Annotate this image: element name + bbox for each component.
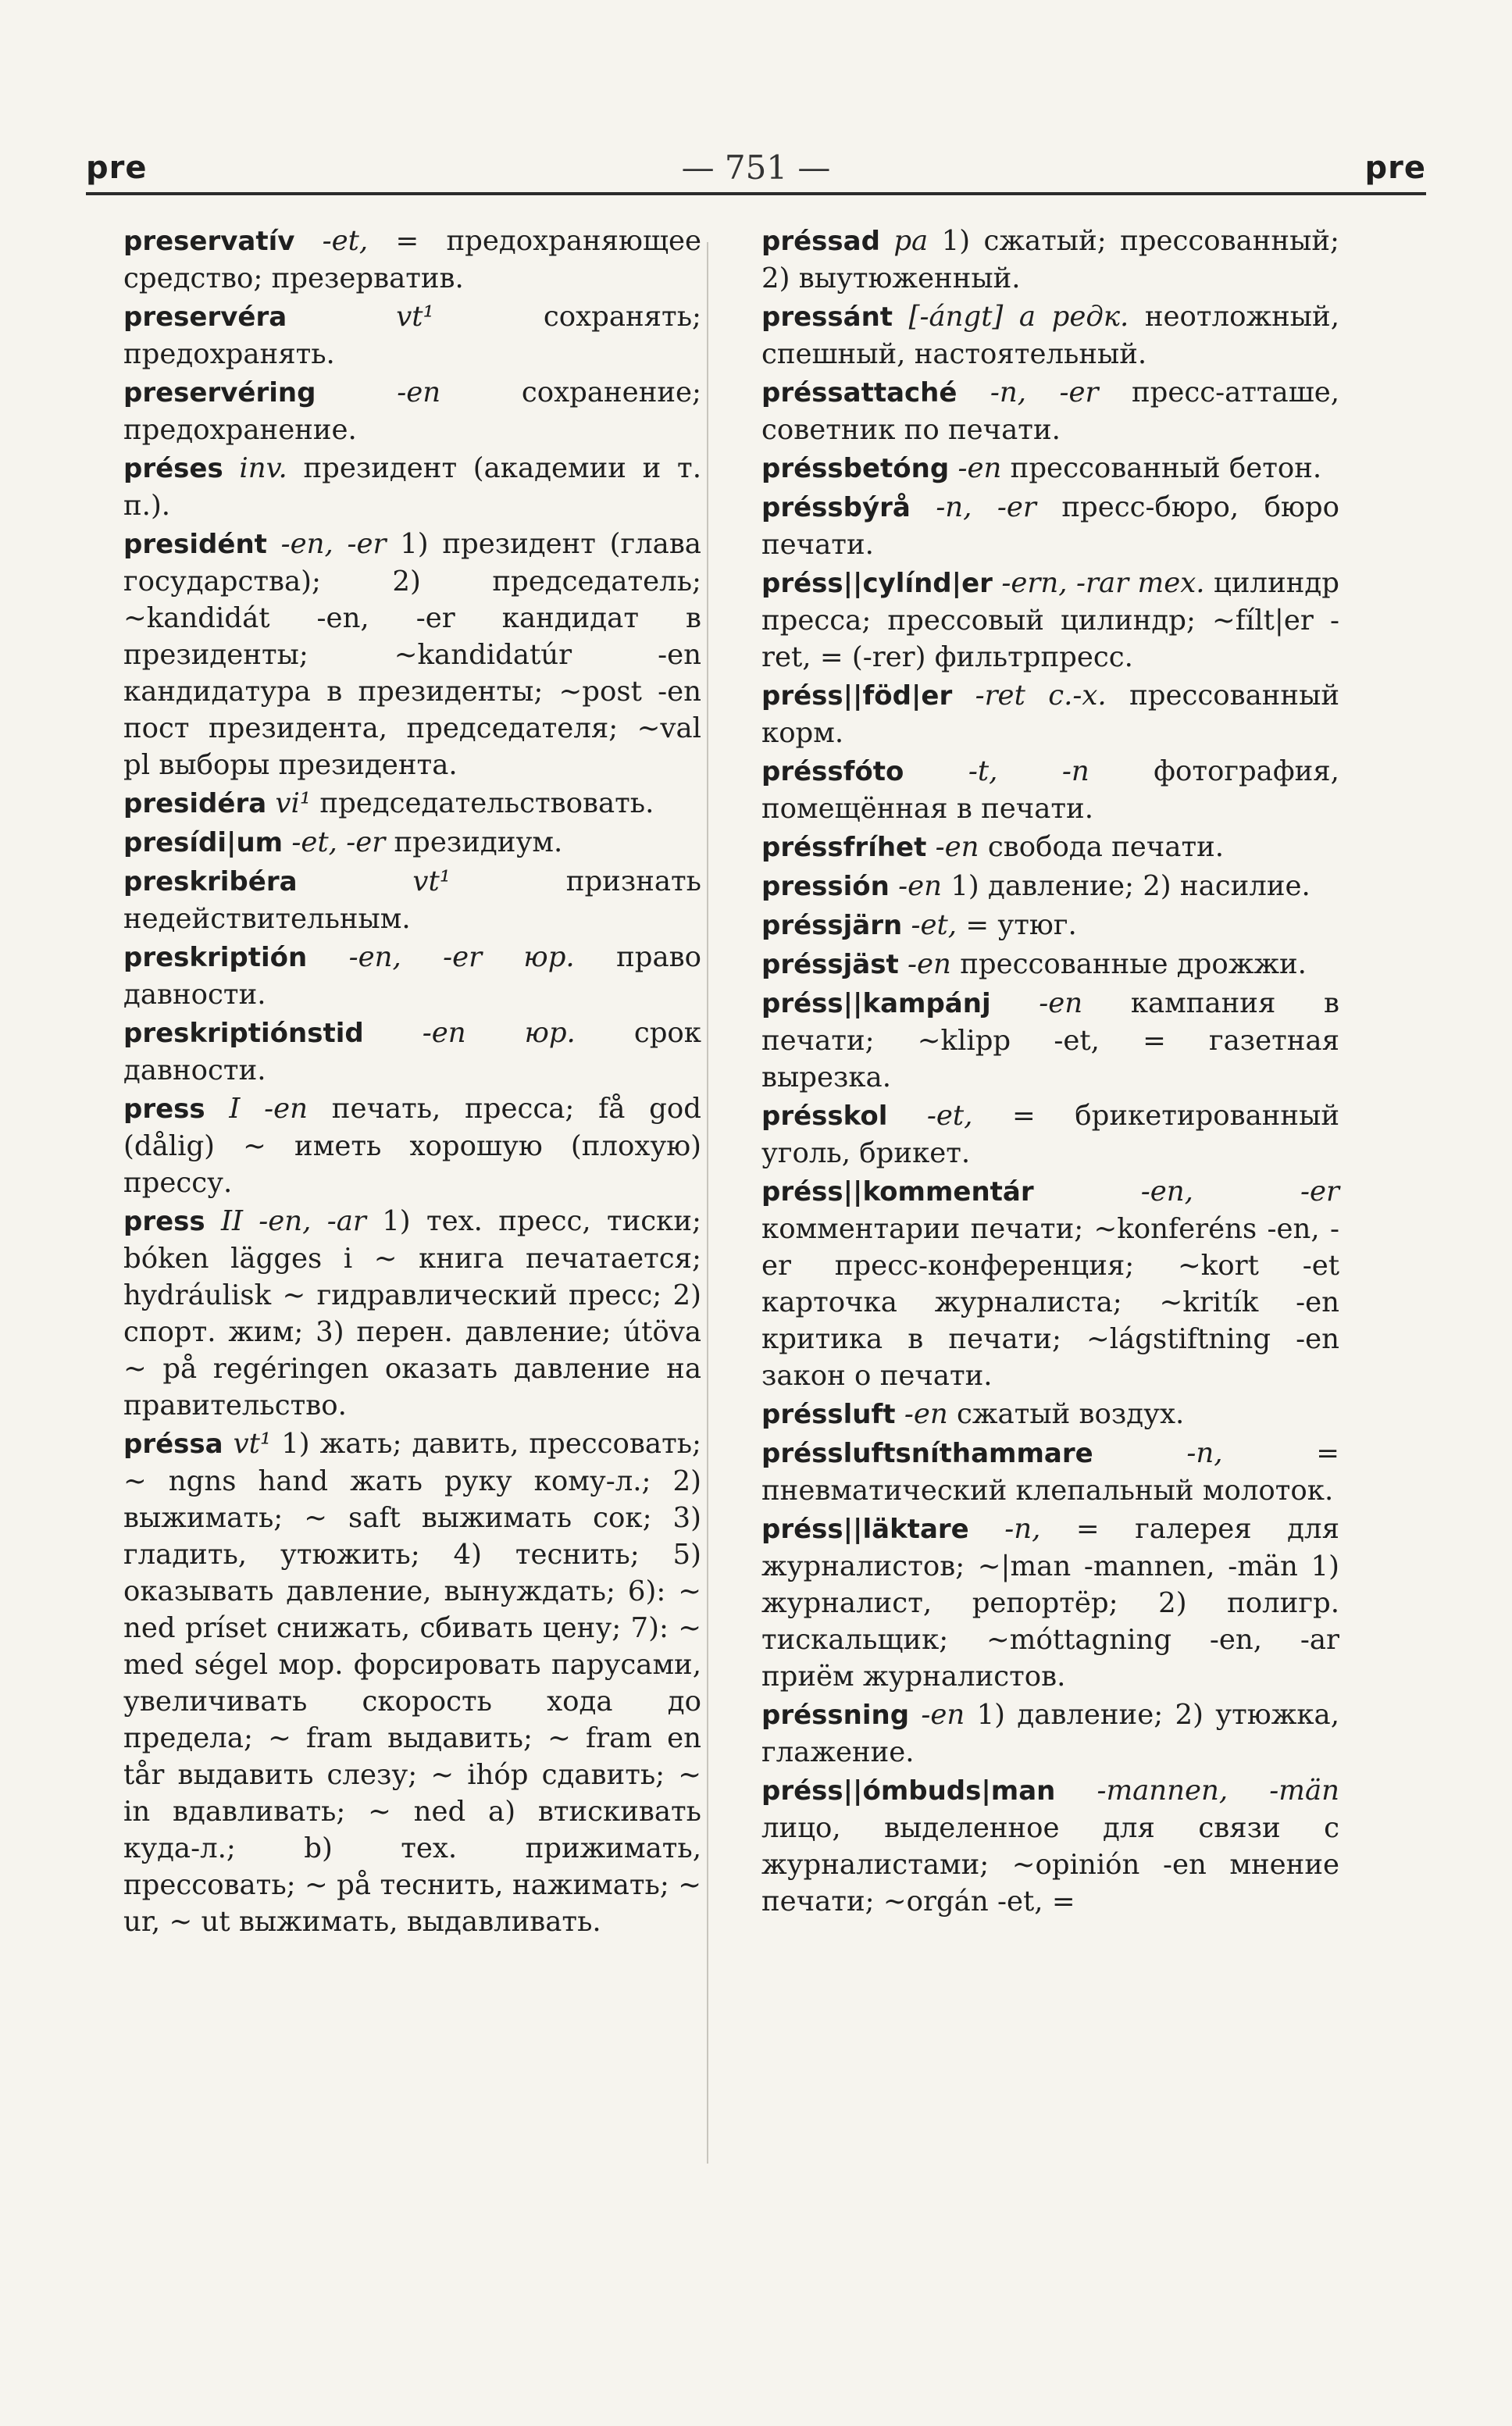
entry-grammar: -n, -er [936,491,1036,523]
entry-definition: сжатый воздух. [957,1398,1185,1430]
entry-grammar: -en [397,376,441,408]
entry-definition: пневматический клепальный молоток. [761,1475,1334,1507]
entry-headword: préss||föd|er [761,680,953,712]
entry-definition: прессованные дрожжи. [960,948,1307,980]
entry-definition: право давности. [123,941,701,1011]
entry-grammar: -n, = [1186,1437,1339,1469]
entry-grammar: I -en [229,1093,308,1125]
dictionary-entry [123,1090,701,1201]
dictionary-entry [123,824,701,862]
entry-headword: préssjärn [761,910,903,941]
dictionary-entry [761,946,1339,983]
entry-headword: presidéra [123,788,267,819]
right-guide-word: pre [1364,150,1426,186]
dictionary-entry [123,939,701,1013]
left-column [123,223,701,1942]
entry-headword: préss||läktare [761,1514,969,1545]
dictionary-entry [761,1173,1339,1394]
dictionary-entry [123,1203,701,1424]
dictionary-entry [123,374,701,448]
entry-grammar: -en [921,1699,965,1731]
dictionary-entry [123,863,701,937]
entry-grammar: -en [935,831,979,863]
entry-definition: пресс-бюро, бюро печати. [761,491,1339,561]
entry-headword: preservéring [123,377,316,408]
entry-definition: брикетированный уголь, брикет. [761,1100,1339,1169]
entry-headword: pressión [761,871,890,902]
entry-grammar: -en [904,1398,948,1430]
dictionary-entry [761,298,1339,373]
entry-headword: preskribéra [123,866,298,897]
entry-headword: préssluftsníthammare [761,1438,1093,1469]
entry-definition: утюг. [997,909,1077,941]
entry-headword: preservatív [123,226,295,257]
entry-definition: печать, пресса; få god (dålig) ~ иметь хорошую (плохую) прессу. [123,1093,701,1199]
entry-definition: прессованный бетон. [1010,452,1322,484]
entry-headword: pressánt [761,301,893,333]
left-guide-word: pre [86,150,148,186]
entry-headword: préss||kampánj [761,988,991,1019]
entry-headword: préssning [761,1700,910,1731]
entry-headword: préssbetóng [761,453,950,484]
entry-grammar: -en [908,948,951,980]
entry-grammar: -ern, -rar тех. [1001,567,1205,599]
entry-grammar: -en, -er юр. [348,941,575,973]
dictionary-entry [123,1425,701,1940]
dictionary-entry [761,450,1339,487]
dictionary-entry [761,677,1339,751]
entry-definition: свобода печати. [987,831,1225,863]
entry-definition: 1) сжатый; прессованный; 2) выутюженный. [761,225,1339,294]
dictionary-entry [761,223,1339,297]
dictionary-entry [761,829,1339,866]
entry-grammar: -n, -er [990,376,1099,408]
entry-definition: кампания в печати; ~klipp -et, = газетная вырезка. [761,987,1339,1093]
dictionary-entry [761,985,1339,1096]
dictionary-entry [123,223,701,297]
entry-definition: 1) тех. пресс, тиски; bóken lägges i ~ книга печатается; hydráulisk ~ гидравлический пресс; 2) спорт. жим; 3) перен. давление; útöva ~ på regéringen оказать давление на правительство. [123,1205,701,1422]
entry-grammar: inv. [239,452,287,484]
entry-grammar: -mannen, -män [1097,1775,1339,1807]
entry-definition: сохранять; предохранять. [123,301,701,370]
entry-grammar: vt¹ [412,865,451,897]
entry-definition: срок давности. [123,1017,701,1086]
right-column [761,223,1339,1921]
entry-definition: пресс-атташе, советник по печати. [761,376,1339,446]
running-head [86,133,1426,195]
entry-grammar: -et, = [926,1100,1036,1132]
entry-definition: предохраняющее средство; презерватив. [123,225,701,294]
dictionary-entry [761,374,1339,448]
entry-grammar: -en [1039,987,1083,1019]
header-rule [86,192,1426,195]
dictionary-entry [761,489,1339,563]
entry-headword: préssjäst [761,949,899,980]
dictionary-entry [761,1511,1339,1695]
entry-headword: press [123,1093,205,1125]
entry-grammar: -en, -er [280,528,387,560]
column-divider [707,242,708,2164]
entry-headword: présskol [761,1101,888,1132]
dictionary-entry [761,1435,1339,1509]
entry-grammar: vt¹ [233,1428,272,1460]
dictionary-entry [761,565,1339,676]
entry-definition: 1) давление; 2) утюжка, глажение. [761,1699,1339,1768]
entry-headword: preservéra [123,301,287,333]
entry-grammar: -et, = [911,909,990,941]
entry-grammar: II -en, -ar [220,1205,366,1237]
entry-definition: председательствовать. [319,787,654,819]
entry-definition: фотография, помещённая в печати. [761,755,1339,825]
entry-headword: préssfóto [761,756,904,787]
entry-definition: галерея для журналистов; ~|man -mannen, -män 1) журналист, репортёр; 2) полигр. тискальщик; ~móttagning -en, -ar приём журналистов. [761,1513,1339,1693]
entry-headword: préssbýrå [761,492,911,523]
entry-definition: прессованный корм. [761,680,1339,749]
entry-grammar: vt¹ [396,301,434,333]
entry-definition: комментарии печати; ~konferéns -en, -er пресс-конференция; ~kort -et карточка журналиста; ~kritík -en критика в печати; ~lágstiftning -en закон о печати. [761,1213,1339,1392]
dictionary-entry [761,1772,1339,1920]
entry-headword: préss||kommentár [761,1176,1034,1208]
entry-definition: президиум. [394,826,563,858]
dictionary-entry [123,1015,701,1089]
entry-grammar: -en юр. [422,1017,576,1049]
dictionary-entry [761,753,1339,827]
entry-definition: президент (академии и т. п.). [123,452,701,522]
entry-grammar: -n, = [1004,1513,1100,1545]
entry-grammar: [-ángt] a редк. [908,301,1129,333]
entry-headword: préses [123,453,223,484]
entry-headword: preskriptión [123,942,308,973]
entry-grammar: vi¹ [275,787,312,819]
entry-grammar: -et, -er [291,826,386,858]
dictionary-entry [761,1097,1339,1172]
dictionary-entry [123,298,701,373]
entry-headword: préssattaché [761,377,957,408]
entry-headword: presidént [123,529,267,560]
entry-headword: préssluft [761,1399,896,1430]
entry-grammar: -en, -er [1140,1176,1339,1208]
dictionary-entry [123,450,701,524]
entry-headword: préssfríhet [761,832,927,863]
entry-grammar: -en [957,452,1002,484]
page-number: — 751 — [681,148,831,187]
entry-definition: неотложный, спешный, настоятельный. [761,301,1339,370]
dictionary-entry [761,1396,1339,1433]
dictionary-entry [123,526,701,783]
entry-definition: признать недействительным. [123,865,701,935]
entry-definition: сохранение; предохранение. [123,376,701,446]
entry-grammar: -en [898,870,943,902]
dictionary-entry [761,907,1339,944]
dictionary-entry [123,785,701,822]
entry-definition: 1) давление; 2) насилие. [950,870,1311,902]
entry-grammar: -ret с.-х. [975,680,1107,712]
entry-definition: 1) президент (глава государства); 2) председатель; ~kandidát -en, -er кандидат в президенты; ~kandidatúr -en кандидатура в президенты; ~post -en пост президента, председателя; ~val pl выборы президента. [123,528,701,781]
dictionary-entry [761,868,1339,905]
entry-headword: preskriptiónstid [123,1018,364,1049]
entry-headword: préssa [123,1429,223,1460]
entry-definition: 1) жать; давить, прессовать; ~ ngns hand жать руку кому-л.; 2) выжимать; ~ saft выжимать сок; 3) гладить, утюжить; 4) теснить; 5) оказывать давление, вынуждать; 6): ~ ned príset снижать, сбивать цену; 7): ~ med ségel мор. форсировать парусами, увеличивать скорость хода до предела; ~ fram выдавить; ~ fram en tår выдавить слезу; ~ ihóp сдавить; ~ in вдавливать; ~ ned a) втискивать куда-л.; b) тех. прижимать, прессовать; ~ på теснить, нажимать; ~ ur, ~ ut выжимать, выдавливать. [123,1428,701,1938]
entry-headword: préss||ómbuds|man [761,1775,1056,1807]
entry-grammar: -t, -n [968,755,1089,787]
entry-headword: presídi|um [123,827,284,858]
entry-headword: press [123,1206,205,1237]
entry-definition: цилиндр пресса; прессовый цилиндр; ~fílt|er -ret, = (-rer) фильтрпресс. [761,567,1339,673]
entry-definition: лицо, выделенное для связи с журналистами; ~opinión -en мнение печати; ~orgán -et, = [761,1812,1339,1918]
entry-headword: préssad [761,226,880,257]
entry-grammar: pa [893,225,929,257]
dictionary-entry [761,1696,1339,1771]
entry-grammar: -et, = [322,225,419,257]
entry-headword: préss||cylínd|er [761,568,993,599]
